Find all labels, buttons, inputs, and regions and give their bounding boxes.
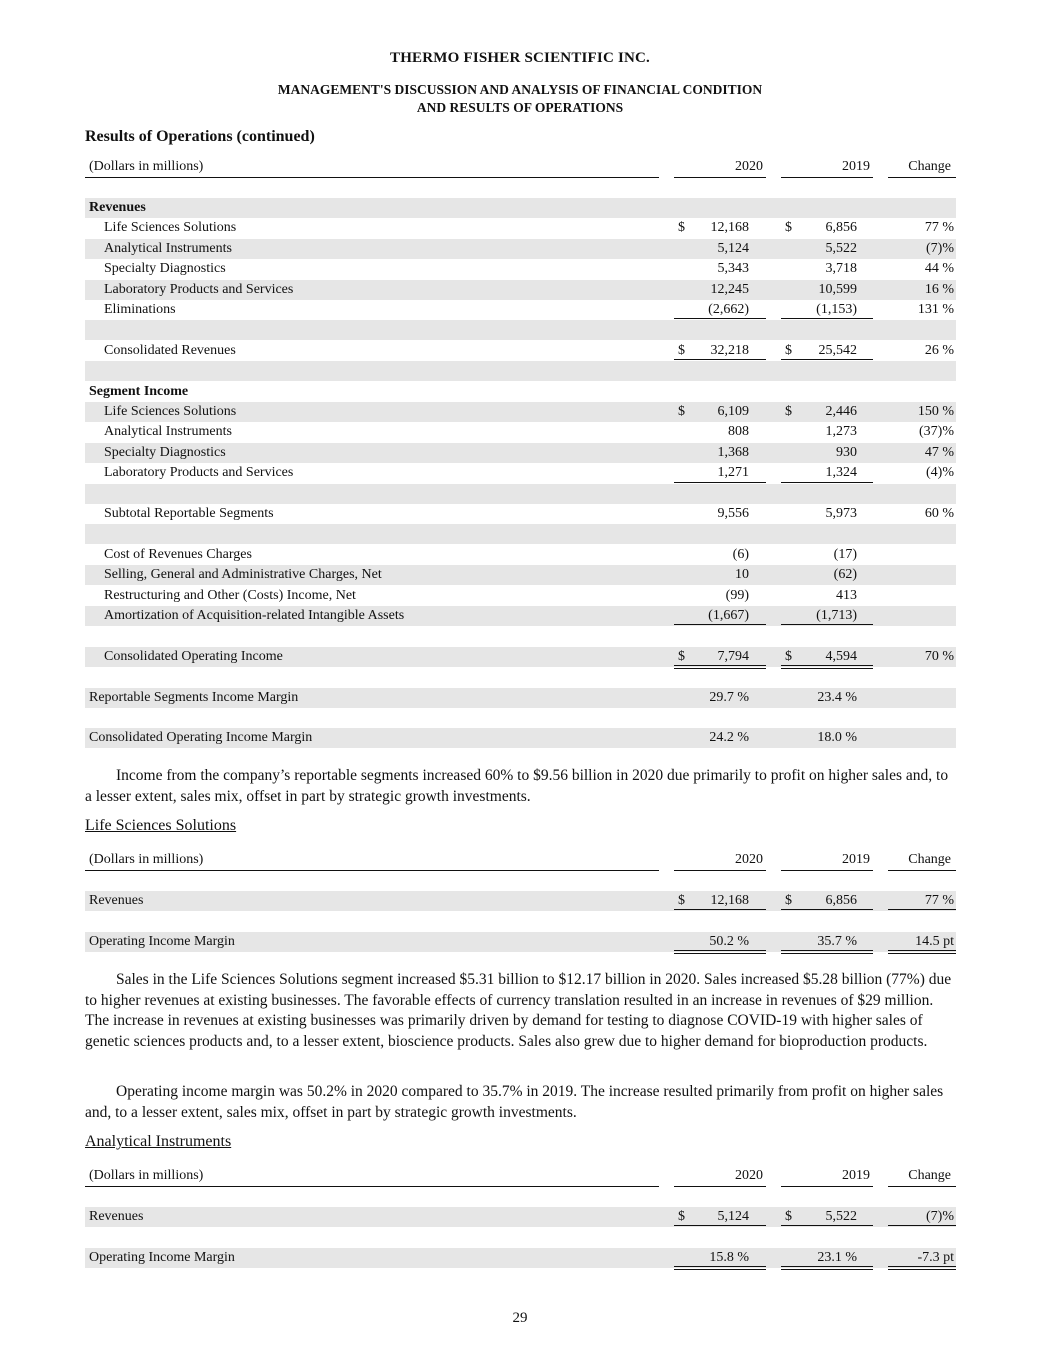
value-2019: 10,599 <box>818 281 857 297</box>
value-2020: 12,245 <box>710 281 749 297</box>
revenue-row-label: Analytical Instruments <box>104 240 232 256</box>
spacer-row <box>85 708 956 728</box>
value-change: 77 % <box>924 893 954 908</box>
charge-row <box>85 565 956 585</box>
dollar-sign: $ <box>678 342 685 358</box>
lss-margin-paragraph: Operating income margin was 50.2% in 2020 compared to 35.7% in 2019. The increase resulted primarily from profit on higher sales and, to a lesser extent, sales mix, offset in part by strategic growth investments. <box>85 1083 944 1121</box>
consolidated-operating-margin-row-label: Consolidated Operating Income Margin <box>89 730 313 746</box>
charge-row-label: Selling, General and Administrative Charges, Net <box>104 567 382 583</box>
dollar-sign: $ <box>785 342 792 358</box>
dollar-sign: $ <box>785 893 792 908</box>
spacer-row <box>85 361 956 381</box>
value-change: 26 % <box>924 342 954 358</box>
segment-income-paragraph: Income from the company’s reportable segments increased 60% to $9.56 billion in 2020 due primarily to profit on higher sales and, to a lesser extent, sales mix, offset in part by strategic growth investments. <box>85 767 949 805</box>
spacer-row <box>85 911 956 931</box>
lss-margin-row <box>85 932 956 952</box>
dollar-sign: $ <box>785 404 792 419</box>
value-2020: 10 <box>735 567 749 583</box>
charge-row-label: Cost of Revenues Charges <box>104 546 252 562</box>
value-change: 16 % <box>924 281 954 297</box>
value-2020: 5,124 <box>717 1209 749 1224</box>
value-2019: 6,856 <box>825 220 857 236</box>
charge-row-label: Amortization of Acquisition-related Intangible Assets <box>104 608 405 623</box>
value-2020: (2,662) <box>708 302 749 317</box>
segment-income-heading <box>85 382 956 402</box>
spacer-row <box>85 524 956 544</box>
revenues-heading <box>85 198 956 218</box>
value-change: 150 % <box>917 404 954 419</box>
value-2019: 1,273 <box>825 424 857 440</box>
value-2019: (62) <box>833 567 857 583</box>
value-2020: 12,168 <box>710 220 749 236</box>
value-2020: 32,218 <box>710 342 749 358</box>
revenue-row-label: Eliminations <box>104 302 176 317</box>
value-change: (4)% <box>926 465 954 481</box>
value-2019: 23.4 % <box>817 689 857 705</box>
value-2019: 4,594 <box>825 648 857 664</box>
value-2019: 1,324 <box>825 465 857 481</box>
spacer-row <box>85 484 956 504</box>
revenue-row <box>85 218 956 238</box>
segment-row-label: Specialty Diagnostics <box>104 444 226 460</box>
value-2020: 9,556 <box>717 506 749 521</box>
segment-income-heading-label: Segment Income <box>89 383 189 399</box>
value-2020: 24.2 % <box>709 730 749 746</box>
col-2019: 2019 <box>842 159 870 174</box>
units-label: (Dollars in millions) <box>89 159 204 174</box>
ai-col-change: Change <box>908 1168 951 1183</box>
section-title: Results of Operations (continued) <box>85 128 315 145</box>
lss-sales-paragraph: Sales in the Life Sciences Solutions segment increased $5.31 billion to $12.17 billion in 2020. Sales increased $5.28 billion (77%) due to higher revenues at existing businesses. The favorable effects of currency translation resulted in an increase in revenues of $29 million. The increase in revenues at existing businesses was primarily driven by demand for testing to diagnose COVID-19 with higher sales of genetic sciences products and, to a lesser extent, bioscience products. Sales also grew due to higher demand for bioproduction products. <box>85 971 952 1050</box>
consolidated-operating-income-row-label: Consolidated Operating Income <box>104 648 283 664</box>
report-title-line2: AND RESULTS OF OPERATIONS <box>416 100 624 115</box>
segment-row-label: Laboratory Products and Services <box>104 465 294 481</box>
value-2019: 930 <box>836 444 857 460</box>
segment-row <box>85 443 956 463</box>
value-change: 77 % <box>924 220 954 236</box>
value-2020: (1,667) <box>708 608 749 623</box>
report-title-line1: MANAGEMENT'S DISCUSSION AND ANALYSIS OF FINANCIAL CONDITION <box>277 82 763 97</box>
company-name: THERMO FISHER SCIENTIFIC INC. <box>389 50 650 66</box>
value-2020: 50.2 % <box>709 933 749 949</box>
value-2020: (99) <box>725 587 749 603</box>
col-change: Change <box>908 159 951 174</box>
col-2020: 2020 <box>735 159 763 174</box>
charge-row <box>85 606 956 626</box>
spacer-row <box>85 626 956 646</box>
segment-row-label: Life Sciences Solutions <box>104 404 237 419</box>
value-2020: 1,271 <box>717 465 749 481</box>
dollar-sign: $ <box>678 220 685 236</box>
lss-col-change: Change <box>908 852 951 867</box>
value-2019: 18.0 % <box>817 730 857 746</box>
value-2019: 5,973 <box>825 506 857 521</box>
value-2019: 413 <box>836 587 857 603</box>
revenue-row <box>85 280 956 300</box>
lss-col-2020: 2020 <box>735 852 763 867</box>
value-2020: 15.8 % <box>709 1249 749 1265</box>
dollar-sign: $ <box>785 648 792 664</box>
revenue-row <box>85 239 956 259</box>
dollar-sign: $ <box>678 1209 685 1224</box>
revenue-row <box>85 300 956 320</box>
lss-title: Life Sciences Solutions <box>85 817 237 834</box>
ai-revenues-row-label: Revenues <box>89 1209 144 1224</box>
value-2019: 23.1 % <box>817 1249 857 1265</box>
dollar-sign: $ <box>678 404 685 419</box>
value-change: 70 % <box>924 648 954 664</box>
segment-row <box>85 402 956 422</box>
ai-units-label: (Dollars in millions) <box>89 1168 204 1183</box>
revenue-row-label: Specialty Diagnostics <box>104 261 226 277</box>
value-2019: (1,153) <box>816 302 857 317</box>
ai-margin-row-label: Operating Income Margin <box>89 1249 235 1265</box>
consolidated-revenues-row <box>85 341 956 361</box>
ai-margin-row <box>85 1248 956 1268</box>
reportable-segments-margin-row-label: Reportable Segments Income Margin <box>89 689 299 705</box>
spacer-row <box>85 320 956 340</box>
value-change: 14.5 pt <box>915 933 954 949</box>
lss-table-header <box>85 850 956 872</box>
spacer-row <box>85 667 956 687</box>
value-2019: (17) <box>833 546 857 562</box>
lss-revenues-row <box>85 891 956 911</box>
value-2020: 12,168 <box>710 893 749 908</box>
dollar-sign: $ <box>678 648 685 664</box>
charge-row <box>85 545 956 565</box>
subtotal-row <box>85 504 956 524</box>
ai-revenues-row <box>85 1207 956 1227</box>
dollar-sign: $ <box>785 220 792 236</box>
charge-row-label: Restructuring and Other (Costs) Income, Net <box>104 587 356 603</box>
value-2020: 5,124 <box>717 240 749 256</box>
consolidated-operating-income-row <box>85 647 956 667</box>
dollar-sign: $ <box>785 1209 792 1224</box>
value-2020: 808 <box>728 424 749 440</box>
value-2019: 5,522 <box>825 240 857 256</box>
lss-margin-row-label: Operating Income Margin <box>89 933 235 949</box>
subtotal-row-label: Subtotal Reportable Segments <box>104 506 274 521</box>
value-2020: 29.7 % <box>709 689 749 705</box>
ai-col-2019: 2019 <box>842 1168 870 1183</box>
value-2019: 25,542 <box>818 342 857 358</box>
reportable-segments-margin-row <box>85 688 956 708</box>
value-change: 47 % <box>924 444 954 460</box>
revenue-row-label: Life Sciences Solutions <box>104 220 237 236</box>
charge-row <box>85 586 956 606</box>
value-change: 44 % <box>924 261 954 277</box>
value-2020: 5,343 <box>717 261 749 277</box>
value-2019: 2,446 <box>825 404 857 419</box>
value-2019: 5,522 <box>825 1209 857 1224</box>
value-2019: (1,713) <box>816 608 857 623</box>
ai-title: Analytical Instruments <box>85 1133 232 1150</box>
value-change: 60 % <box>924 506 954 521</box>
table-header <box>85 157 956 179</box>
dollar-sign: $ <box>678 893 685 908</box>
value-change: (7)% <box>926 240 954 256</box>
lss-revenues-row-label: Revenues <box>89 893 144 908</box>
value-2020: 1,368 <box>717 444 749 460</box>
value-2020: 6,109 <box>717 404 749 419</box>
ai-table-header <box>85 1166 956 1188</box>
revenues-heading-label: Revenues <box>89 200 146 215</box>
value-2020: 7,794 <box>717 648 749 664</box>
value-2019: 3,718 <box>825 261 857 277</box>
value-change: (37)% <box>919 424 954 440</box>
lss-col-2019: 2019 <box>842 852 870 867</box>
value-change: -7.3 pt <box>917 1249 954 1265</box>
spacer-row <box>85 1227 956 1247</box>
lss-units-label: (Dollars in millions) <box>89 852 204 867</box>
consolidated-operating-margin-row <box>85 728 956 748</box>
segment-row-label: Analytical Instruments <box>104 424 232 440</box>
revenue-row-label: Laboratory Products and Services <box>104 281 294 297</box>
value-2019: 35.7 % <box>817 933 857 949</box>
value-2020: (6) <box>732 546 749 562</box>
value-change: 131 % <box>917 302 954 317</box>
page-number: 29 <box>512 1310 528 1326</box>
segment-row <box>85 463 956 483</box>
revenue-row <box>85 259 956 279</box>
value-change: (7)% <box>926 1209 954 1224</box>
value-2019: 6,856 <box>825 893 857 908</box>
segment-row <box>85 422 956 442</box>
consolidated-revenues-row-label: Consolidated Revenues <box>104 342 236 358</box>
ai-col-2020: 2020 <box>735 1168 763 1183</box>
